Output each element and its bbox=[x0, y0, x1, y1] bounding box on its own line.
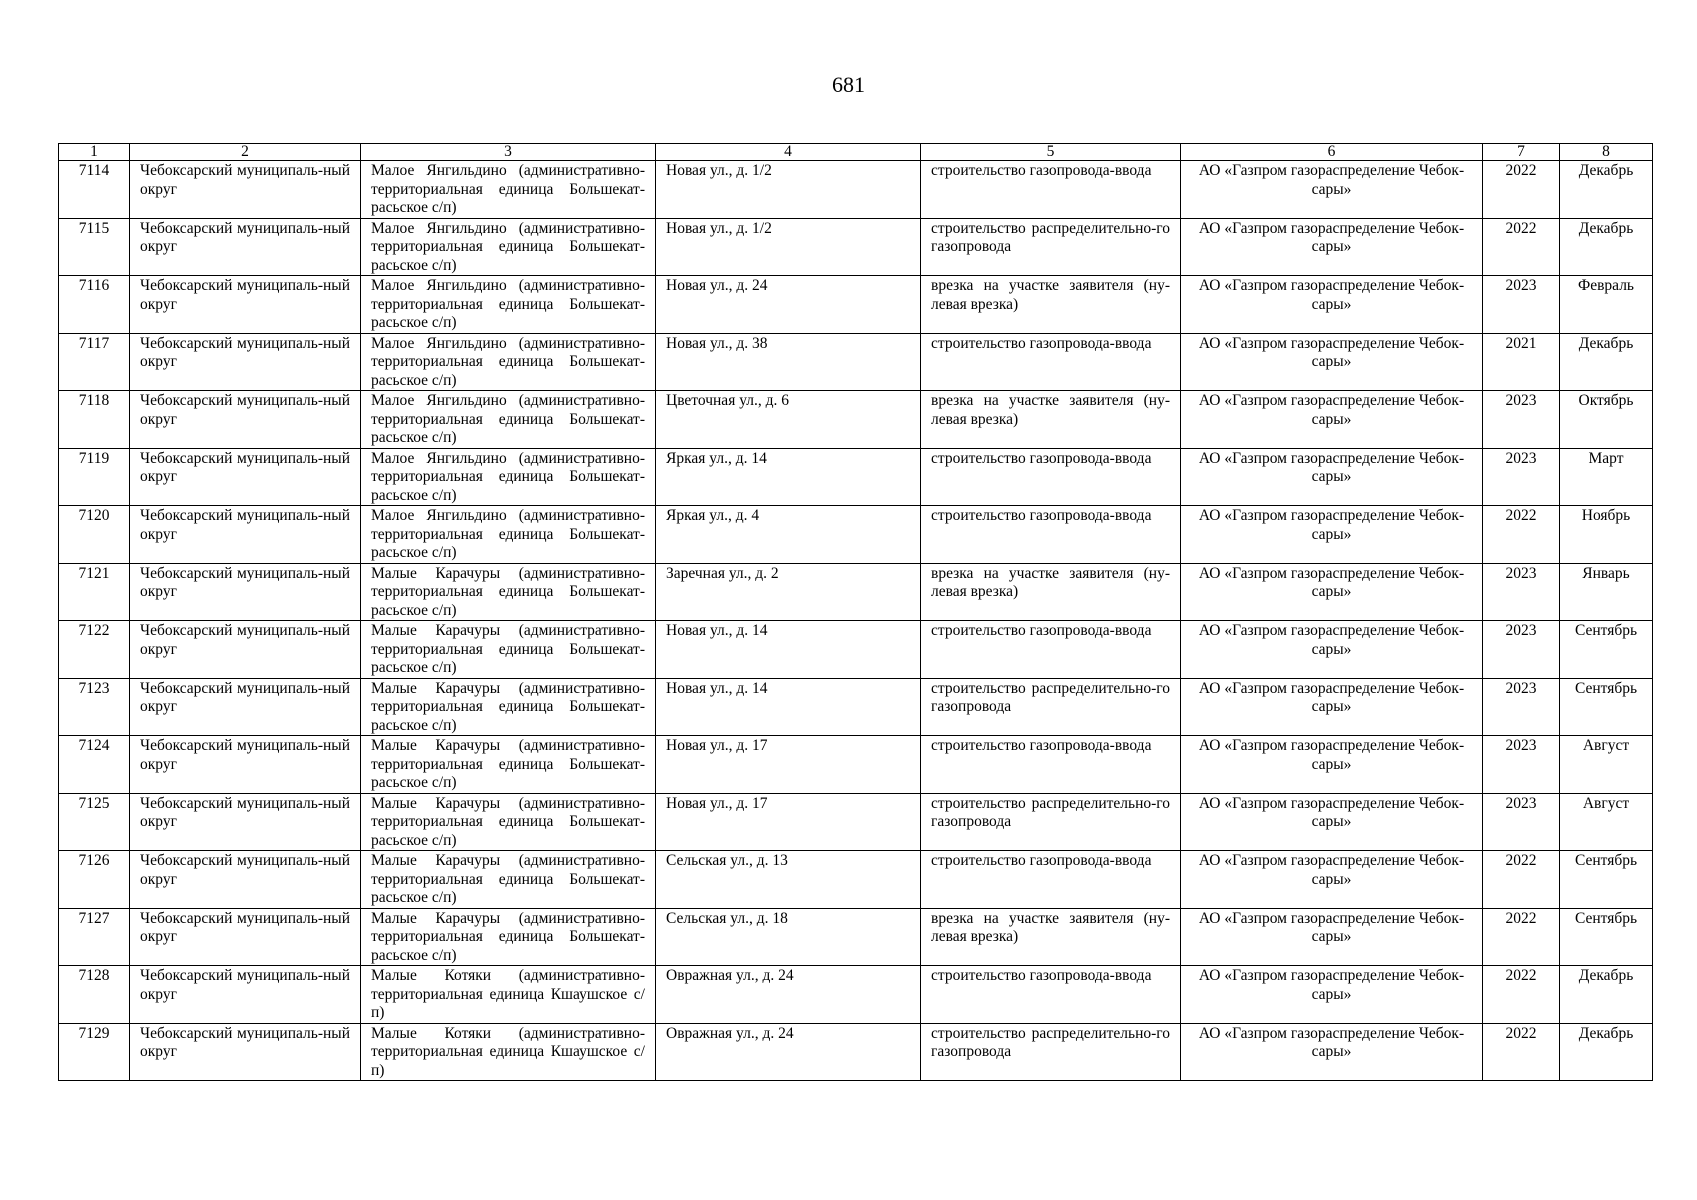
address-cell: Новая ул., д. 38 bbox=[656, 333, 921, 391]
district-cell: Чебоксарский муниципаль-ный округ bbox=[130, 621, 361, 679]
work-type-cell: строительство газопровода-ввода bbox=[921, 621, 1181, 679]
year-cell: 2022 bbox=[1483, 1023, 1560, 1081]
year-cell: 2023 bbox=[1483, 391, 1560, 449]
row-number: 7118 bbox=[59, 391, 130, 449]
settlement-cell: Малое Янгильдино (административно-территориальная единица Большекат-расьское с/п) bbox=[361, 276, 656, 334]
address-cell: Новая ул., д. 1/2 bbox=[656, 161, 921, 219]
organization-cell: АО «Газпром газораспределение Чебок-сары» bbox=[1181, 333, 1483, 391]
row-number: 7121 bbox=[59, 563, 130, 621]
year-cell: 2022 bbox=[1483, 851, 1560, 909]
settlement-cell: Малые Карачуры (административно-территориальная единица Большекат-расьское с/п) bbox=[361, 851, 656, 909]
row-number: 7115 bbox=[59, 218, 130, 276]
settlement-cell: Малые Котяки (административно-территориальная единица Кшаушское с/п) bbox=[361, 1023, 656, 1081]
organization-cell: АО «Газпром газораспределение Чебок-сары» bbox=[1181, 736, 1483, 794]
month-cell: Сентябрь bbox=[1560, 851, 1653, 909]
year-cell: 2022 bbox=[1483, 908, 1560, 966]
organization-cell: АО «Газпром газораспределение Чебок-сары» bbox=[1181, 908, 1483, 966]
address-cell: Яркая ул., д. 4 bbox=[656, 506, 921, 564]
year-cell: 2023 bbox=[1483, 736, 1560, 794]
settlement-cell: Малое Янгильдино (административно-территориальная единица Большекат-расьское с/п) bbox=[361, 161, 656, 219]
month-cell: Декабрь bbox=[1560, 218, 1653, 276]
table-row bbox=[59, 506, 1653, 564]
table-row bbox=[59, 563, 1653, 621]
organization-cell: АО «Газпром газораспределение Чебок-сары» bbox=[1181, 793, 1483, 851]
organization-cell: АО «Газпром газораспределение Чебок-сары» bbox=[1181, 276, 1483, 334]
row-number: 7117 bbox=[59, 333, 130, 391]
month-cell: Сентябрь bbox=[1560, 678, 1653, 736]
work-type-cell: строительство газопровода-ввода bbox=[921, 851, 1181, 909]
settlement-cell: Малые Котяки (административно-территориальная единица Кшаушское с/п) bbox=[361, 966, 656, 1024]
work-type-cell: строительство распределительно-го газопровода bbox=[921, 678, 1181, 736]
row-number: 7124 bbox=[59, 736, 130, 794]
district-cell: Чебоксарский муниципаль-ный округ bbox=[130, 218, 361, 276]
row-number: 7119 bbox=[59, 448, 130, 506]
year-cell: 2021 bbox=[1483, 333, 1560, 391]
organization-cell: АО «Газпром газораспределение Чебок-сары» bbox=[1181, 966, 1483, 1024]
address-cell: Яркая ул., д. 14 bbox=[656, 448, 921, 506]
address-cell: Новая ул., д. 14 bbox=[656, 621, 921, 679]
month-cell: Декабрь bbox=[1560, 333, 1653, 391]
settlement-cell: Малое Янгильдино (административно-территориальная единица Большекат-расьское с/п) bbox=[361, 218, 656, 276]
work-type-cell: строительство газопровода-ввода bbox=[921, 966, 1181, 1024]
year-cell: 2023 bbox=[1483, 678, 1560, 736]
table-body bbox=[59, 161, 1653, 1081]
address-cell: Сельская ул., д. 18 bbox=[656, 908, 921, 966]
row-number: 7114 bbox=[59, 161, 130, 219]
table-row bbox=[59, 448, 1653, 506]
year-cell: 2023 bbox=[1483, 276, 1560, 334]
column-header: 4 bbox=[656, 144, 921, 161]
settlement-cell: Малые Карачуры (административно-территориальная единица Большекат-расьское с/п) bbox=[361, 908, 656, 966]
month-cell: Март bbox=[1560, 448, 1653, 506]
work-type-cell: строительство распределительно-го газопровода bbox=[921, 218, 1181, 276]
year-cell: 2023 bbox=[1483, 563, 1560, 621]
work-type-cell: строительство газопровода-ввода bbox=[921, 448, 1181, 506]
column-numbers-row bbox=[59, 144, 1653, 161]
district-cell: Чебоксарский муниципаль-ный округ bbox=[130, 908, 361, 966]
organization-cell: АО «Газпром газораспределение Чебок-сары» bbox=[1181, 678, 1483, 736]
table-row bbox=[59, 1023, 1653, 1081]
table-row bbox=[59, 966, 1653, 1024]
work-type-cell: строительство газопровода-ввода bbox=[921, 161, 1181, 219]
address-cell: Новая ул., д. 14 bbox=[656, 678, 921, 736]
table-row bbox=[59, 678, 1653, 736]
row-number: 7127 bbox=[59, 908, 130, 966]
year-cell: 2022 bbox=[1483, 161, 1560, 219]
row-number: 7128 bbox=[59, 966, 130, 1024]
year-cell: 2023 bbox=[1483, 448, 1560, 506]
work-type-cell: строительство газопровода-ввода bbox=[921, 506, 1181, 564]
row-number: 7116 bbox=[59, 276, 130, 334]
month-cell: Сентябрь bbox=[1560, 908, 1653, 966]
district-cell: Чебоксарский муниципаль-ный округ bbox=[130, 793, 361, 851]
settlement-cell: Малое Янгильдино (административно-территориальная единица Большекат-расьское с/п) bbox=[361, 506, 656, 564]
work-type-cell: врезка на участке заявителя (ну-левая врезка) bbox=[921, 563, 1181, 621]
year-cell: 2022 bbox=[1483, 966, 1560, 1024]
organization-cell: АО «Газпром газораспределение Чебок-сары» bbox=[1181, 448, 1483, 506]
district-cell: Чебоксарский муниципаль-ный округ bbox=[130, 736, 361, 794]
settlement-cell: Малые Карачуры (административно-территориальная единица Большекат-расьское с/п) bbox=[361, 793, 656, 851]
column-header: 8 bbox=[1560, 144, 1653, 161]
column-header: 6 bbox=[1181, 144, 1483, 161]
table-row bbox=[59, 793, 1653, 851]
settlement-cell: Малые Карачуры (административно-территориальная единица Большекат-расьское с/п) bbox=[361, 736, 656, 794]
organization-cell: АО «Газпром газораспределение Чебок-сары» bbox=[1181, 506, 1483, 564]
district-cell: Чебоксарский муниципаль-ный округ bbox=[130, 448, 361, 506]
district-cell: Чебоксарский муниципаль-ный округ bbox=[130, 333, 361, 391]
settlement-cell: Малые Карачуры (административно-территориальная единица Большекат-расьское с/п) bbox=[361, 621, 656, 679]
district-cell: Чебоксарский муниципаль-ный округ bbox=[130, 966, 361, 1024]
row-number: 7129 bbox=[59, 1023, 130, 1081]
page-number: 681 bbox=[832, 72, 865, 97]
address-cell: Сельская ул., д. 13 bbox=[656, 851, 921, 909]
year-cell: 2023 bbox=[1483, 621, 1560, 679]
settlement-cell: Малое Янгильдино (административно-территориальная единица Большекат-расьское с/п) bbox=[361, 391, 656, 449]
table-row bbox=[59, 621, 1653, 679]
year-cell: 2022 bbox=[1483, 218, 1560, 276]
column-header: 5 bbox=[921, 144, 1181, 161]
table-row bbox=[59, 908, 1653, 966]
organization-cell: АО «Газпром газораспределение Чебок-сары» bbox=[1181, 851, 1483, 909]
work-type-cell: строительство газопровода-ввода bbox=[921, 333, 1181, 391]
month-cell: Ноябрь bbox=[1560, 506, 1653, 564]
row-number: 7122 bbox=[59, 621, 130, 679]
work-type-cell: врезка на участке заявителя (ну-левая врезка) bbox=[921, 391, 1181, 449]
district-cell: Чебоксарский муниципаль-ный округ bbox=[130, 851, 361, 909]
settlement-cell: Малые Карачуры (административно-территориальная единица Большекат-расьское с/п) bbox=[361, 563, 656, 621]
table-row bbox=[59, 391, 1653, 449]
column-header: 7 bbox=[1483, 144, 1560, 161]
settlement-cell: Малое Янгильдино (административно-территориальная единица Большекат-расьское с/п) bbox=[361, 448, 656, 506]
organization-cell: АО «Газпром газораспределение Чебок-сары» bbox=[1181, 563, 1483, 621]
month-cell: Декабрь bbox=[1560, 966, 1653, 1024]
district-cell: Чебоксарский муниципаль-ный округ bbox=[130, 563, 361, 621]
address-cell: Новая ул., д. 17 bbox=[656, 736, 921, 794]
month-cell: Декабрь bbox=[1560, 1023, 1653, 1081]
column-header: 2 bbox=[130, 144, 361, 161]
work-type-cell: строительство газопровода-ввода bbox=[921, 736, 1181, 794]
settlement-cell: Малое Янгильдино (административно-территориальная единица Большекат-расьское с/п) bbox=[361, 333, 656, 391]
address-cell: Цветочная ул., д. 6 bbox=[656, 391, 921, 449]
column-header: 3 bbox=[361, 144, 656, 161]
organization-cell: АО «Газпром газораспределение Чебок-сары» bbox=[1181, 218, 1483, 276]
row-number: 7120 bbox=[59, 506, 130, 564]
district-cell: Чебоксарский муниципаль-ный округ bbox=[130, 276, 361, 334]
organization-cell: АО «Газпром газораспределение Чебок-сары» bbox=[1181, 161, 1483, 219]
district-cell: Чебоксарский муниципаль-ный округ bbox=[130, 1023, 361, 1081]
row-number: 7125 bbox=[59, 793, 130, 851]
table-row bbox=[59, 851, 1653, 909]
month-cell: Январь bbox=[1560, 563, 1653, 621]
district-cell: Чебоксарский муниципаль-ный округ bbox=[130, 161, 361, 219]
gas-works-table bbox=[58, 143, 1653, 1081]
month-cell: Декабрь bbox=[1560, 161, 1653, 219]
work-type-cell: врезка на участке заявителя (ну-левая врезка) bbox=[921, 908, 1181, 966]
month-cell: Август bbox=[1560, 793, 1653, 851]
month-cell: Февраль bbox=[1560, 276, 1653, 334]
organization-cell: АО «Газпром газораспределение Чебок-сары» bbox=[1181, 621, 1483, 679]
table-row bbox=[59, 218, 1653, 276]
table-row bbox=[59, 333, 1653, 391]
address-cell: Овражная ул., д. 24 bbox=[656, 1023, 921, 1081]
table-row bbox=[59, 276, 1653, 334]
district-cell: Чебоксарский муниципаль-ный округ bbox=[130, 391, 361, 449]
month-cell: Август bbox=[1560, 736, 1653, 794]
address-cell: Заречная ул., д. 2 bbox=[656, 563, 921, 621]
work-type-cell: строительство распределительно-го газопровода bbox=[921, 793, 1181, 851]
month-cell: Октябрь bbox=[1560, 391, 1653, 449]
organization-cell: АО «Газпром газораспределение Чебок-сары» bbox=[1181, 1023, 1483, 1081]
district-cell: Чебоксарский муниципаль-ный округ bbox=[130, 678, 361, 736]
year-cell: 2022 bbox=[1483, 506, 1560, 564]
organization-cell: АО «Газпром газораспределение Чебок-сары» bbox=[1181, 391, 1483, 449]
work-type-cell: врезка на участке заявителя (ну-левая врезка) bbox=[921, 276, 1181, 334]
district-cell: Чебоксарский муниципаль-ный округ bbox=[130, 506, 361, 564]
row-number: 7126 bbox=[59, 851, 130, 909]
address-cell: Овражная ул., д. 24 bbox=[656, 966, 921, 1024]
table-row bbox=[59, 736, 1653, 794]
year-cell: 2023 bbox=[1483, 793, 1560, 851]
table-row bbox=[59, 161, 1653, 219]
settlement-cell: Малые Карачуры (административно-территориальная единица Большекат-расьское с/п) bbox=[361, 678, 656, 736]
address-cell: Новая ул., д. 24 bbox=[656, 276, 921, 334]
row-number: 7123 bbox=[59, 678, 130, 736]
address-cell: Новая ул., д. 17 bbox=[656, 793, 921, 851]
month-cell: Сентябрь bbox=[1560, 621, 1653, 679]
work-type-cell: строительство распределительно-го газопровода bbox=[921, 1023, 1181, 1081]
address-cell: Новая ул., д. 1/2 bbox=[656, 218, 921, 276]
column-header: 1 bbox=[59, 144, 130, 161]
